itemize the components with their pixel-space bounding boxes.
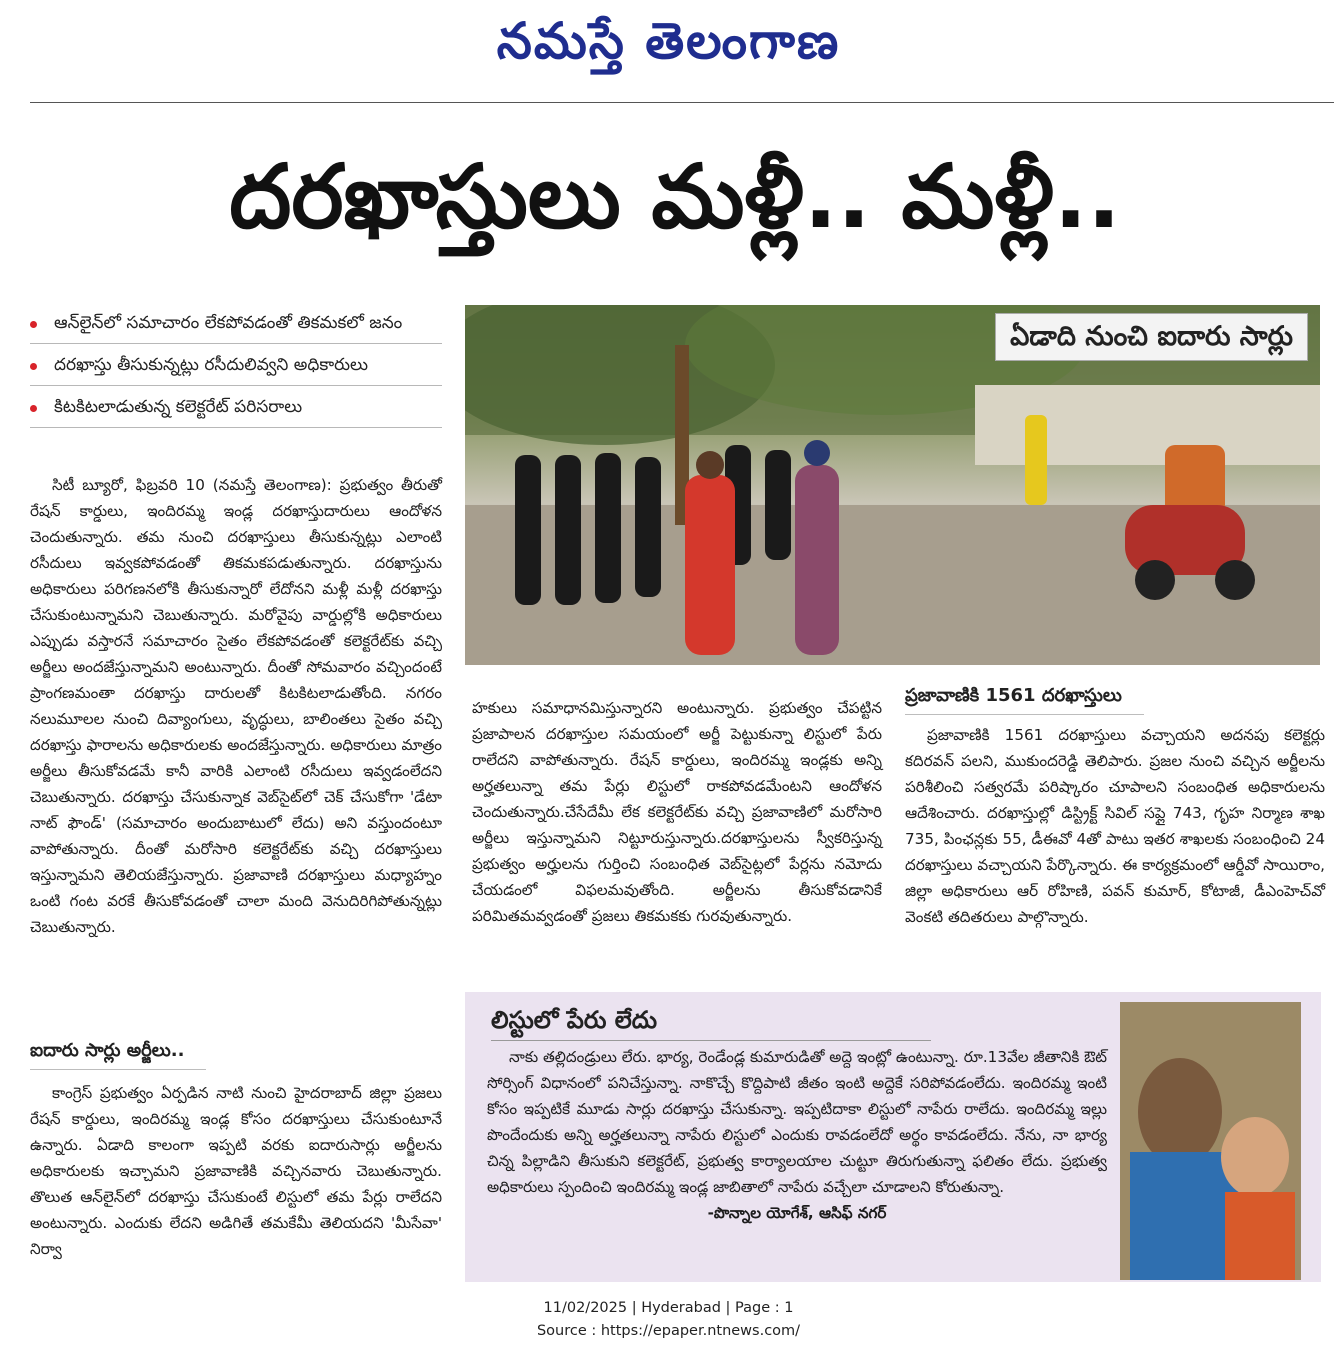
signature-line	[487, 1200, 1107, 1226]
bullet-dot-icon	[30, 363, 37, 370]
section-subhead: ప్రజావాణికి 1561 దరఖాస్తులు	[905, 685, 1144, 715]
footer-source: Source : https://epaper.ntnews.com/	[536, 1323, 801, 1339]
box-title-underline	[491, 1040, 931, 1041]
newspaper-masthead: నమస్తే తెలంగాణ	[496, 11, 841, 70]
bullet-text: దరఖాస్తు తీసుకున్నట్లు రసీదులివ్వని అధికారులు	[54, 355, 368, 375]
article-paragraph: హకులు సమాధానమిస్తున్నారని అంటున్నారు. ప్రభుత్వం చేపట్టిన ప్రజాపాలన దరఖాస్తుల సమయంలో అర్జీ పెట్టుకున్నా లిస్టులో పేరు రాలేదని వాపోతున్నారు. రేషన్ కార్డులు, ఇందిరమ్మ ఇండ్లకు అన్ని అర్హతలున్నా తమ పేర్లు లిస్టులో రాకపోవడమేంటని ఆందోళన చెందుతున్నారు.చేసేదేమీ లేక కలెక్టరేట్‌కు వచ్చి ప్రజావాణిలో మరోసారి అర్జీలు ఇస్తున్నామని నిట్టూరుస్తున్నారు.దరఖాస్తులను స్వీకరిస్తున్న ప్రభుత్వం అర్హులను గుర్తించి సంబంధిత వెబ్‌సైట్లలో పేర్లను నమోదు చేయడంలో విఫలమవుతోంది. అర్జీలను తీసుకోవడానికే పరిమితమవ్వడంతో ప్రజలు తికమకకు గురవుతున్నారు.	[472, 699, 882, 925]
article-column-3	[905, 722, 1325, 930]
article-paragraph: ప్రజావాణికి 1561 దరఖాస్తులు వచ్చాయని అదనపు కలెక్టర్లు కదిరవన్ పలని, ముకుందరెడ్డి తెలిపారు. ప్రజల నుంచి వచ్చిన అర్జీలను పరిశీలించి సత్వరమే పరిష్కారం చూపాలని సంబంధిత అధికారులను ఆదేశించారు. దరఖాస్తుల్లో డిస్ట్రిక్ట్ సివిల్ సప్లై 743, గృహ నిర్మాణ శాఖ 735, పింఛన్లకు 55, డీఈవో 4తో పాటు ఇతర శాఖలకు సంబంధించి 24 దరఖాస్తులు వచ్చాయని పేర్కొన్నారు. ఈ కార్యక్రమంలో ఆర్డీవో సాయిరాం, జిల్లా అధికారులు ఆర్ రోహిణి, పవన్ కుమార్, కోటాజీ, డీఎంహెచ్‌వో వెంకటి తదితరులు పాల్గొన్నారు.	[905, 726, 1325, 926]
article-column-2	[472, 695, 882, 929]
bullet-dot-icon	[30, 321, 37, 328]
article-column-1-continued	[30, 1080, 442, 1262]
subhead-block	[905, 685, 1325, 715]
section-subhead: ఐదారు సార్లు అర్జీలు..	[30, 1040, 206, 1070]
photo-caption: ఏడాది నుంచి ఐదారు సార్లు	[995, 313, 1308, 361]
article-column-1	[30, 472, 442, 940]
bullet-item	[30, 394, 442, 428]
article-headline: దరఖాస్తులు మళ్లీ.. మళ్లీ..	[229, 145, 1121, 248]
testimonial-paragraph: నాకు తల్లిదండ్రులు లేరు. భార్య, రెండేండ్ల కుమారుడితో అద్దె ఇంట్లో ఉంటున్నా. రూ.13వేల జీతానికి ఔట్ సోర్సింగ్ విధానంలో పనిచేస్తున్నా. నాకొచ్చే కొద్దిపాటి జీతం ఇంటి అద్దెకే సరిపోవడంలేదు. ఇందిరమ్మ ఇంటి కోసం ఇప్పటికే మూడు సార్లు దరఖాస్తు చేసుకున్నా. ఇప్పటిదాకా లిస్టులో నాపేరు రాలేదు. ఇందిరమ్మ ఇల్లు పొందేందుకు అన్ని అర్హతలున్నా నాపేరు లిస్టులో ఎందుకు రావడంలేదో అర్థం కావడంలేదు. నేను, నా భార్య చిన్న పిల్లాడిని తీసుకుని కలెక్టరేట్, ప్రభుత్వ కార్యాలయాల చుట్టూ తిరుగుతున్నా ఫలితం లేదు. ప్రభుత్వ అధికారులు స్పందించి ఇందిరమ్మ ఇండ్ల జాబితాలో నాపేరు వచ్చేలా చూడాలని కోరుతున్నా.	[487, 1048, 1107, 1196]
bullet-item	[30, 310, 442, 344]
article-paragraph: సిటీ బ్యూరో, ఫిబ్రవరి 10 (నమస్తే తెలంగాణ): ప్రభుత్వం తీరుతో రేషన్ కార్డులు, ఇందిరమ్మ ఇండ్ల దరఖాస్తుదారులు ఆందోళన చెందుతున్నారు. తమ నుంచి దరఖాస్తులు తీసుకున్నట్లు ఎలాంటి రసీదులు ఇవ్వకపోవడంతో తికమకపడుతున్నారు. దరఖాస్తును అధికారులు పరిగణనలోకి తీసుకున్నారో లేదోనని మళ్లీ మళ్లీ దరఖాస్తు చేసుకుంటున్నామని చెబుతున్నారు. మరోవైపు వార్డుల్లోకి అధికారులు ఎప్పుడు వస్తారనే సమాచారం సైతం లేకపోవడంతో కలెక్టరేట్‌కు వచ్చి అర్జీలు అందజేస్తున్నామని అంటున్నారు. దీంతో సోమవారం వచ్చిందంటే ప్రాంగణమంతా దరఖాస్తు దారులతో కిటకిటలాడుతోంది. నగరం నలుమూలల నుంచి దివ్యాంగులు, వృద్ధులు, బాలింతలు సైతం వచ్చి దరఖాస్తు ఫారాలను అధికారులకు అందజేస్తున్నారు. అధికారులు మాత్రం అర్జీలు తీసుకోవడమే కానీ వారికి ఎలాంటి రసీదులు ఇవ్వడంలేదని చెబుతున్నారు. దరఖాస్తు చేసుకున్నాక వెబ్‌సైట్‌లో చెక్ చేసుకోగా 'డేటా నాట్ ఫౌండ్' (సమాచారం అందుబాటులో లేదు) అని వస్తుందంటూ వాపోతున్నారు. దీంతో మరోసారి కలెక్టరేట్‌కు వచ్చి దరఖాస్తులు ఇస్తున్నామని తెలియజేస్తున్నారు. ప్రజావాణి దరఖాస్తులు మధ్యాహ్నం ఒంటి గంట వరకే తీసుకోవడంతో చాలా మంది వెనుదిరిగిపోతున్నట్లు చెబుతున్నారు.	[30, 476, 442, 936]
testimonial-box	[465, 992, 1321, 1282]
person-photo	[1120, 1002, 1301, 1280]
testimonial-signature: -పొన్నాల యోగేశ్, ఆసిఫ్ నగర్	[707, 1204, 887, 1222]
bullet-item	[30, 352, 442, 386]
box-text	[487, 1044, 1107, 1226]
bullet-dot-icon	[30, 405, 37, 412]
subhead-block	[30, 1040, 442, 1070]
bullet-text: కిటకిటలాడుతున్న కలెక్టరేట్ పరిసరాలు	[54, 397, 303, 417]
article-paragraph: కాంగ్రెస్ ప్రభుత్వం ఏర్పడిన నాటి నుంచి హైదరాబాద్ జిల్లా ప్రజలు రేషన్ కార్డులు, ఇందిరమ్మ ఇండ్ల కోసం దరఖాస్తులు చేసుకుంటూనే ఉన్నారు. ఏడాది కాలంగా ఇప్పటి వరకు ఐదారుసార్లు అర్జీలను అధికారులకు ఇచ్చామని ప్రజావాణికి వచ్చినవారు చెబుతున్నారు. తొలుత ఆన్‌లైన్‌లో దరఖాస్తు చేసుకుంటే లిస్టులో తమ పేర్లు రాలేదని అంటున్నారు. ఎందుకు లేదని అడిగితే తమకేమీ తెలియదని 'మీసేవా' నిర్వా	[30, 1084, 442, 1258]
footer-dateline: 11/02/2025 | Hyderabad | Page : 1	[543, 1300, 794, 1316]
summary-bullets	[30, 310, 442, 436]
news-photo	[465, 305, 1320, 665]
bullet-text: ఆన్‌లైన్‌లో సమాచారం లేకపోవడంతో తికమకలో జనం	[54, 313, 403, 333]
box-title: లిస్టులో పేరు లేదు	[491, 1006, 658, 1034]
masthead-divider	[30, 102, 1334, 103]
portrait-illustration	[1120, 1002, 1301, 1280]
